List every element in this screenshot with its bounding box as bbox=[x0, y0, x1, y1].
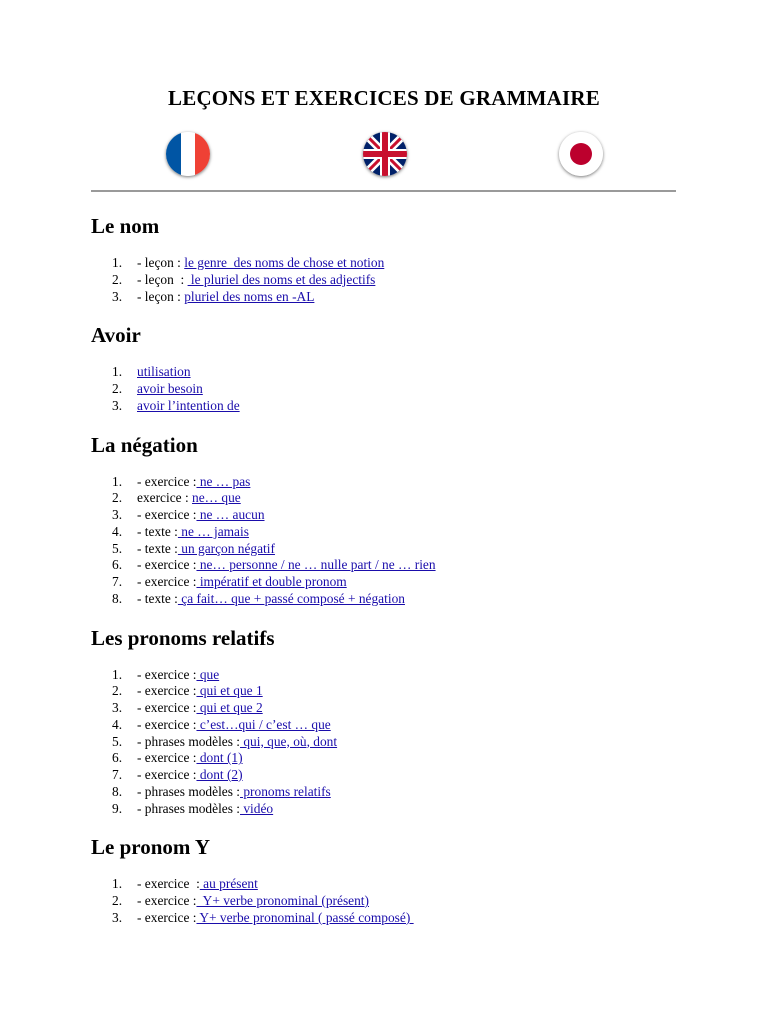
section-1 bbox=[91, 322, 691, 414]
item-number: 2. bbox=[112, 893, 123, 908]
lesson-list bbox=[91, 364, 691, 414]
item-prefix: - exercice : bbox=[137, 473, 197, 489]
lesson-link[interactable]: dont (1) bbox=[196, 750, 243, 766]
lesson-link[interactable]: ne … pas bbox=[196, 473, 251, 489]
section-heading: Le pronom Y bbox=[91, 835, 211, 860]
lesson-link[interactable]: impératif et double pronom bbox=[196, 574, 347, 589]
section-3 bbox=[91, 625, 691, 818]
list-item bbox=[91, 667, 691, 684]
horizontal-divider bbox=[91, 190, 676, 192]
lesson-link[interactable]: qui et que 1 bbox=[196, 683, 263, 699]
item-prefix: - exercice : bbox=[137, 666, 197, 682]
item-prefix: - exercice : bbox=[137, 557, 197, 573]
list-item bbox=[91, 557, 691, 574]
lesson-link[interactable]: le genre des noms de chose et notion bbox=[184, 255, 385, 270]
section-heading: La négation bbox=[91, 432, 198, 457]
lesson-link[interactable]: pronoms relatifs bbox=[240, 783, 331, 799]
item-number: 4. bbox=[112, 716, 123, 732]
item-number: 1. bbox=[112, 364, 123, 380]
list-item bbox=[91, 272, 691, 289]
page-title: LEÇONS ET EXERCICES DE GRAMMAIRE bbox=[168, 86, 600, 110]
item-prefix: - texte : bbox=[137, 540, 178, 556]
lesson-link[interactable]: qui et que 2 bbox=[196, 700, 263, 715]
list-item bbox=[91, 289, 691, 306]
item-prefix: - exercice : bbox=[137, 909, 197, 925]
lesson-link[interactable]: ne… que bbox=[192, 490, 241, 506]
section-4 bbox=[91, 834, 691, 926]
item-number: 2. bbox=[112, 381, 123, 396]
item-prefix: - exercice : bbox=[137, 507, 197, 522]
lesson-sections bbox=[91, 213, 691, 927]
list-item bbox=[91, 876, 691, 893]
item-prefix: - exercice : bbox=[137, 716, 197, 732]
section-heading: Les pronoms relatifs bbox=[91, 625, 275, 650]
item-prefix: - texte : bbox=[137, 590, 178, 606]
item-number: 3. bbox=[112, 909, 123, 925]
list-item bbox=[91, 893, 691, 910]
list-item bbox=[91, 591, 691, 608]
item-number: 1. bbox=[112, 255, 123, 270]
item-prefix: - exercice : bbox=[137, 700, 197, 715]
lesson-link[interactable]: Y+ verbe pronominal ( passé composé) bbox=[196, 909, 414, 925]
list-item bbox=[91, 801, 691, 818]
item-prefix: - exercice : bbox=[137, 683, 197, 699]
item-prefix: - leçon : bbox=[137, 271, 188, 287]
item-number: 3. bbox=[112, 700, 123, 715]
lesson-link[interactable]: le pluriel des noms et des adjectifs bbox=[187, 271, 376, 287]
lesson-link[interactable]: ne … aucun bbox=[196, 507, 265, 522]
item-prefix: - leçon : bbox=[137, 255, 185, 270]
list-item bbox=[91, 750, 691, 767]
list-item bbox=[91, 574, 691, 591]
section-0 bbox=[91, 213, 691, 305]
list-item bbox=[91, 490, 691, 507]
list-item bbox=[91, 381, 691, 398]
list-item bbox=[91, 717, 691, 734]
lesson-link[interactable]: dont (2) bbox=[196, 767, 243, 782]
item-number: 3. bbox=[112, 288, 123, 304]
item-number: 7. bbox=[112, 767, 123, 782]
list-item bbox=[91, 541, 691, 558]
list-item bbox=[91, 364, 691, 381]
item-number: 7. bbox=[112, 574, 123, 589]
list-item bbox=[91, 255, 691, 272]
lesson-link[interactable]: c’est…qui / c’est … que bbox=[196, 716, 331, 732]
item-number: 5. bbox=[112, 540, 123, 556]
item-prefix: - phrases modèles : bbox=[137, 800, 241, 816]
lesson-list bbox=[91, 876, 691, 926]
lesson-link[interactable]: un garçon négatif bbox=[177, 540, 275, 556]
item-prefix: - phrases modèles : bbox=[137, 783, 241, 799]
lesson-link[interactable]: utilisation bbox=[137, 364, 191, 380]
item-prefix: exercice : bbox=[137, 490, 193, 506]
section-heading: Avoir bbox=[91, 323, 141, 348]
item-number: 4. bbox=[112, 523, 123, 539]
item-number: 3. bbox=[112, 507, 123, 522]
item-number: 6. bbox=[112, 750, 123, 766]
lesson-link[interactable]: ça fait… que + passé composé + négation bbox=[177, 590, 405, 606]
lesson-link[interactable]: ne… personne / ne … nulle part / ne … rien bbox=[196, 557, 436, 573]
item-number: 1. bbox=[112, 473, 123, 489]
list-item bbox=[91, 767, 691, 784]
lesson-link[interactable]: ne … jamais bbox=[177, 523, 249, 539]
lesson-link[interactable]: avoir l’intention de bbox=[137, 397, 240, 413]
item-prefix: - exercice : bbox=[137, 893, 197, 908]
item-number: 6. bbox=[112, 557, 123, 573]
lesson-link[interactable]: vidéo bbox=[240, 800, 274, 816]
list-item bbox=[91, 683, 691, 700]
item-number: 3. bbox=[112, 397, 123, 413]
list-item bbox=[91, 507, 691, 524]
lesson-list bbox=[91, 474, 691, 608]
item-prefix: - phrases modèles : bbox=[137, 733, 241, 749]
item-number: 1. bbox=[112, 666, 123, 682]
item-number: 9. bbox=[112, 800, 123, 816]
item-prefix: - exercice : bbox=[137, 876, 200, 892]
lesson-link[interactable]: que bbox=[196, 666, 220, 682]
list-item bbox=[91, 910, 691, 927]
lesson-link[interactable]: pluriel des noms en -AL bbox=[184, 288, 315, 304]
item-prefix: - texte : bbox=[137, 523, 178, 539]
uk-flag-graphic bbox=[363, 132, 407, 176]
list-item bbox=[91, 474, 691, 491]
lesson-link[interactable]: au présent bbox=[199, 876, 258, 892]
lesson-link[interactable]: qui, que, où, dont bbox=[240, 733, 338, 749]
uk-flag-icon[interactable] bbox=[363, 132, 407, 176]
item-number: 2. bbox=[112, 683, 123, 699]
item-number: 1. bbox=[112, 876, 123, 892]
list-item bbox=[91, 734, 691, 751]
item-number: 2. bbox=[112, 271, 123, 287]
item-prefix: - exercice : bbox=[137, 767, 197, 782]
lesson-list bbox=[91, 667, 691, 818]
list-item bbox=[91, 784, 691, 801]
japan-flag-icon[interactable] bbox=[559, 132, 603, 176]
item-prefix: - exercice : bbox=[137, 574, 197, 589]
item-number: 2. bbox=[112, 490, 123, 506]
section-heading: Le nom bbox=[91, 214, 160, 238]
japan-flag-graphic bbox=[559, 132, 603, 176]
item-number: 8. bbox=[112, 783, 123, 799]
france-flag-graphic bbox=[166, 132, 210, 176]
france-flag-icon[interactable] bbox=[166, 132, 210, 176]
section-2 bbox=[91, 432, 691, 608]
item-prefix: - exercice : bbox=[137, 750, 197, 766]
item-number: 8. bbox=[112, 590, 123, 606]
list-item bbox=[91, 700, 691, 717]
lesson-list bbox=[91, 255, 691, 305]
list-item bbox=[91, 398, 691, 415]
item-prefix: - leçon : bbox=[137, 288, 185, 304]
lesson-link[interactable]: avoir besoin bbox=[137, 381, 203, 396]
lesson-link[interactable]: Y+ verbe pronominal (présent) bbox=[196, 893, 369, 908]
list-item bbox=[91, 524, 691, 541]
item-number: 5. bbox=[112, 733, 123, 749]
